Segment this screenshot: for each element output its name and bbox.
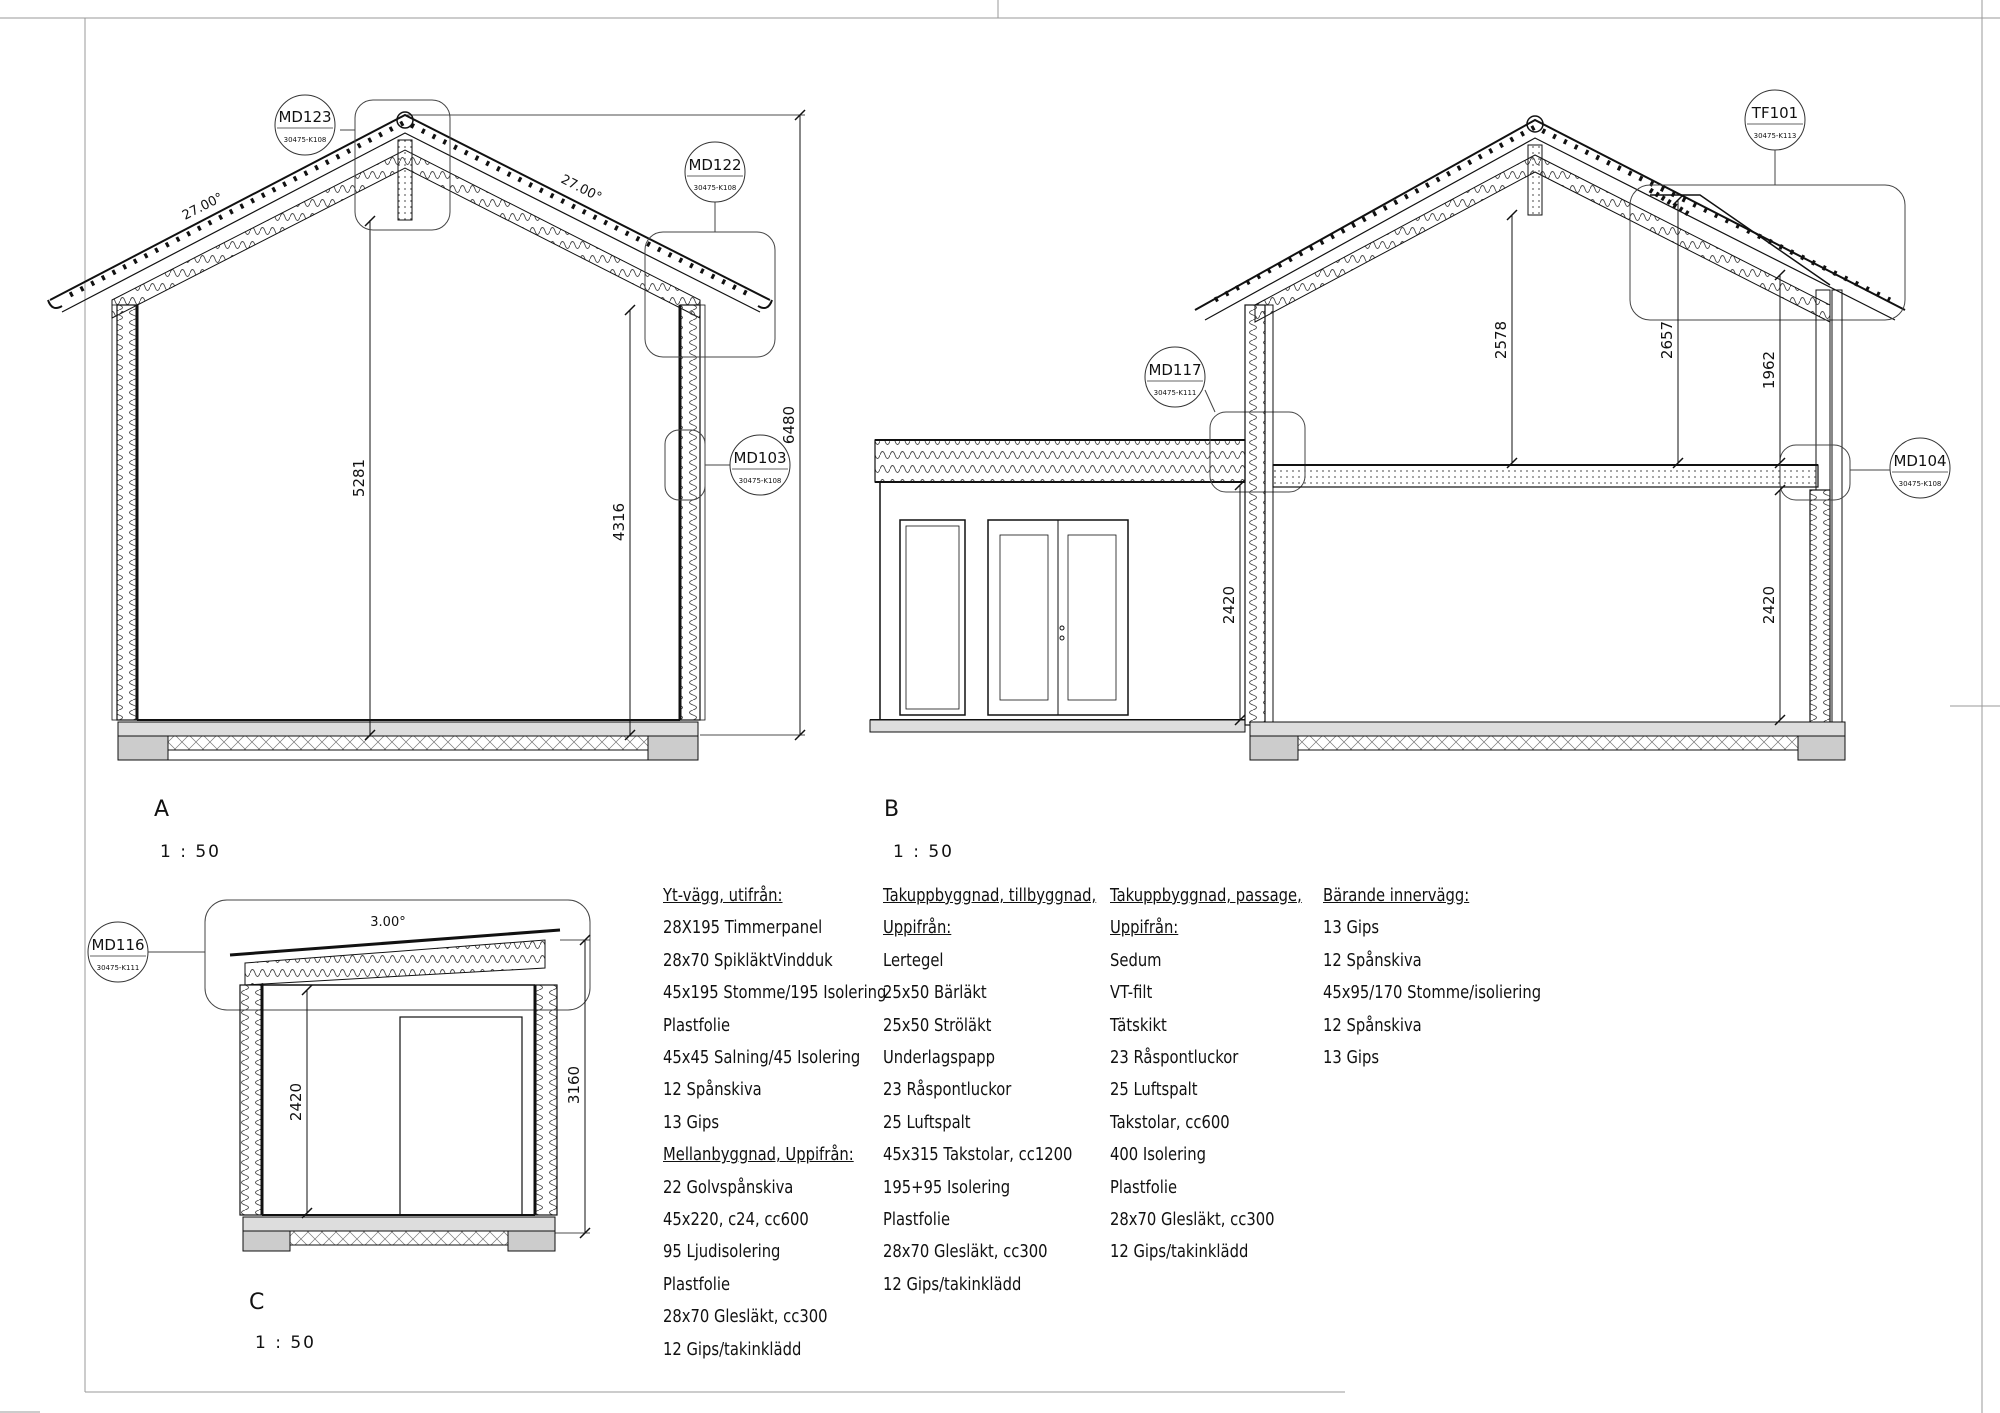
legend-item: Plastfolie [663,1273,731,1295]
legend-heading: Takuppbyggnad, passage, [1110,885,1302,906]
roof-angle: 3.00° [370,915,406,930]
legend-item: VT-filt [1110,982,1153,1004]
section-b-label: B [884,797,900,822]
detail-tag [275,95,335,155]
tag-ref: 30475-K108 [1898,480,1942,488]
dimension-label: 4316 [610,502,628,542]
tag-code: TF101 [1751,104,1799,122]
tag-ref: 30475-K108 [738,477,782,485]
legend-item: Sedum [1110,949,1162,971]
legend-item: Plastfolie [883,1209,951,1231]
legend-item: 28X195 Timmerpanel [663,917,823,939]
legend-item: 28x70 Glesläkt, cc300 [883,1241,1048,1263]
legend-item: 95 Ljudisolering [663,1241,781,1263]
section-a-drawing [48,100,805,760]
section-b-scale: 1 : 50 [893,842,954,862]
dimension-label: 5281 [350,458,368,498]
legend-item: Takstolar, cc600 [1110,1111,1230,1133]
legend-heading: Bärande innervägg: [1323,885,1470,906]
legend-item: 13 Gips [1323,917,1380,939]
section-a-scale: 1 : 50 [160,842,221,862]
legend-item: 400 Isolering [1110,1144,1207,1166]
legend-heading: Takuppbyggnad, tillbyggnad, [883,885,1097,906]
section-a-label: A [154,797,170,822]
section-c-scale: 1 : 50 [255,1333,316,1353]
legend-item: Lertegel [883,949,944,971]
legend-item: 45x95/170 Stomme/isoliering [1323,982,1542,1004]
legend-item: 25x50 Bärläkt [883,982,987,1004]
legend-item: 28x70 Glesläkt, cc300 [663,1306,828,1328]
legend-item: 45x45 Salning/45 Isolering [663,1047,861,1069]
dimension-label: 2657 [1658,320,1676,360]
tag-code: MD103 [733,449,787,467]
legend-item: Tätskikt [1110,1014,1167,1036]
dimension-label: 3160 [565,1065,583,1105]
legend-item: 12 Gips/takinklädd [663,1338,802,1360]
legend-heading: Uppifrån: [883,917,952,939]
legend-item: 28x70 SpikläktVindduk [663,949,833,971]
legend-item: 12 Gips/takinklädd [1110,1241,1249,1263]
dimension-label: 2420 [1220,585,1238,625]
dimension-label: 6480 [780,405,798,445]
legend-item: 12 Spånskiva [663,1079,762,1101]
dimension-label: 2578 [1492,320,1510,360]
legend-item: 23 Råspontluckor [883,1079,1012,1101]
legend-column [883,880,1096,1301]
legend-heading: Uppifrån: [1110,917,1179,939]
legend-item: Underlagspapp [883,1047,996,1069]
legend-item: Plastfolie [663,1014,731,1036]
legend-item: 45x315 Takstolar, cc1200 [883,1144,1073,1166]
roof-angle: 27.00° [558,172,604,206]
tag-ref: 30475-K108 [283,136,327,144]
detail-tag [685,142,745,202]
legend-item: 45x220, c24, cc600 [663,1209,809,1231]
legend-item: 195+95 Isolering [883,1176,1011,1198]
legend-item: Plastfolie [1110,1176,1178,1198]
legend-item: 13 Gips [663,1111,720,1133]
detail-tag [1145,347,1205,407]
legend-column [663,880,886,1366]
legend-heading: Mellanbyggnad, Uppifrån: [663,1144,854,1166]
section-c-drawing [205,900,590,1251]
section-b-drawing [870,116,1905,760]
tag-ref: 30475-K111 [1153,389,1197,397]
tag-code: MD117 [1148,361,1202,379]
legend-item: 45x195 Stomme/195 Isolering [663,982,887,1004]
section-c-label: C [249,1290,265,1315]
tag-ref: 30475-K108 [693,184,737,192]
tag-code: MD116 [91,936,145,954]
legend-column [1110,880,1302,1269]
dimension-label: 1962 [1760,350,1778,390]
tag-ref: 30475-K111 [96,964,140,972]
legend-heading: Yt-vägg, utifrån: [663,885,783,906]
legend-item: 23 Råspontluckor [1110,1047,1239,1069]
legend-item: 12 Gips/takinklädd [883,1273,1022,1295]
legend-item: 25x50 Ströläkt [883,1014,992,1036]
dimension-label: 2420 [1760,585,1778,625]
legend-item: 25 Luftspalt [883,1111,971,1133]
legend-item: 22 Golvspånskiva [663,1176,794,1198]
roof-angle: 27.00° [180,190,226,224]
detail-tag [88,922,148,982]
tag-code: MD104 [1893,452,1947,470]
legend-item: 12 Spånskiva [1323,1014,1422,1036]
detail-tag [1890,438,1950,498]
tag-ref: 30475-K113 [1753,132,1797,140]
detail-tag [1745,90,1805,150]
tag-code: MD123 [278,108,332,126]
legend-item: 12 Spånskiva [1323,949,1422,971]
legend-item: 28x70 Glesläkt, cc300 [1110,1209,1275,1231]
tag-code: MD122 [688,156,742,174]
legend-column [1323,880,1541,1074]
legend-item: 13 Gips [1323,1047,1380,1069]
legend-item: 25 Luftspalt [1110,1079,1198,1101]
dimension-label: 2420 [287,1082,305,1122]
